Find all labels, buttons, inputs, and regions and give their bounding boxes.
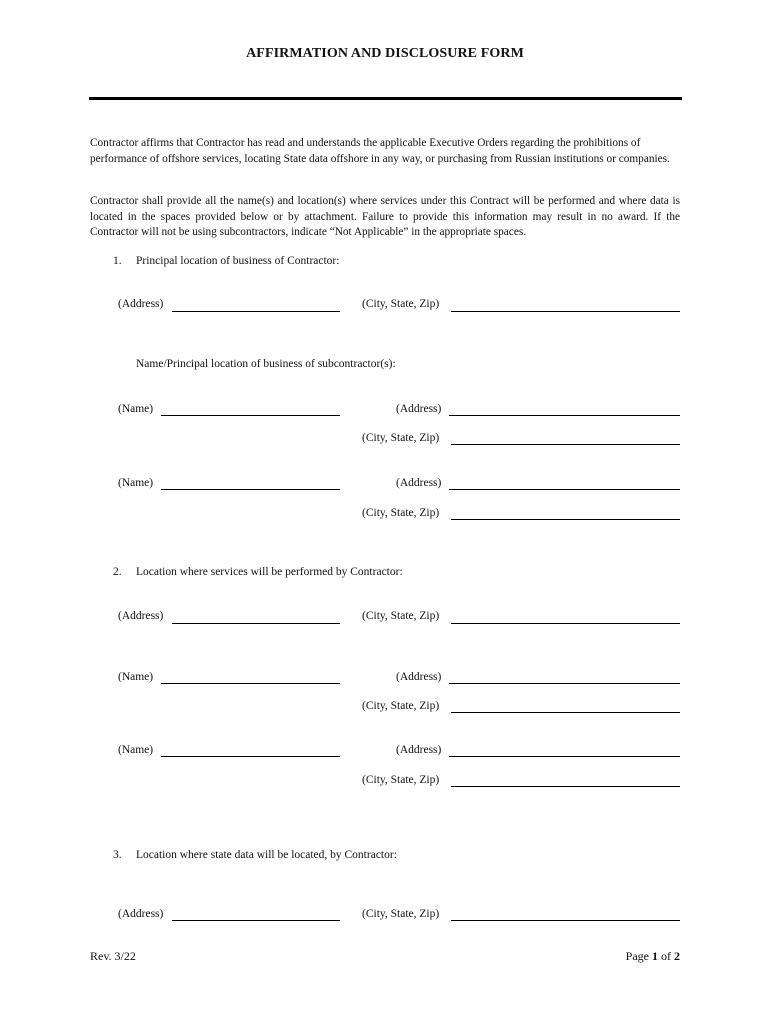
intro-paragraph-2: Contractor shall provide all the name(s) and location(s) where services under this Contract will be performed and where data is located in the spaces provided below or by attachment. Failure to provide this information may result in no award. If the Contractor will not be using subcontractors, indicate “Not Applicable” in the appropriate spaces. <box>90 195 680 238</box>
s3-address-field[interactable] <box>172 920 340 921</box>
section-1-number: 1. <box>113 255 122 267</box>
s2-loc2-name-label: (Name) <box>118 744 154 756</box>
s2-loc1-address-label: (Address) <box>396 671 442 683</box>
sub1-name-field[interactable] <box>161 415 340 416</box>
sub1-city-label: (City, State, Zip) <box>362 432 440 444</box>
sub2-city-field[interactable] <box>451 519 680 520</box>
sub2-city-label: (City, State, Zip) <box>362 507 440 519</box>
s3-city-label: (City, State, Zip) <box>362 908 440 920</box>
s2-address-field[interactable] <box>172 623 340 624</box>
sub1-address-field[interactable] <box>449 415 680 416</box>
s2-loc2-city-field[interactable] <box>451 786 680 787</box>
s2-loc1-name-field[interactable] <box>161 683 340 684</box>
page-number <box>626 949 680 964</box>
page-prefix: Page <box>625 949 652 963</box>
s1-address-label: (Address) <box>118 298 164 310</box>
page-of: of <box>658 949 674 963</box>
page-current: 1 <box>652 949 658 963</box>
s1-city-label: (City, State, Zip) <box>362 298 440 310</box>
s2-loc2-city-label: (City, State, Zip) <box>362 774 440 786</box>
section-1-heading: Principal location of business of Contractor: <box>136 255 340 267</box>
sub1-address-label: (Address) <box>396 403 442 415</box>
s2-loc1-name-label: (Name) <box>118 671 154 683</box>
intro-paragraph-1: Contractor affirms that Contractor has read and understands the applicable Executive Orders regarding the prohibitions of performance of offshore services, locating State data offshore in any way, or purchasing from Russian institutions or companies. <box>90 137 670 165</box>
s2-loc2-address-field[interactable] <box>449 756 680 757</box>
s2-loc2-name-field[interactable] <box>161 756 340 757</box>
sub1-city-field[interactable] <box>451 444 680 445</box>
s3-address-label: (Address) <box>118 908 164 920</box>
s2-loc1-city-field[interactable] <box>451 712 680 713</box>
section-3-number: 3. <box>113 849 122 861</box>
section-2-number: 2. <box>113 566 122 578</box>
s2-loc2-address-label: (Address) <box>396 744 442 756</box>
s2-city-label: (City, State, Zip) <box>362 610 440 622</box>
form-title: AFFIRMATION AND DISCLOSURE FORM <box>246 46 524 61</box>
s1-city-field[interactable] <box>451 311 680 312</box>
revision-label: Rev. 3/22 <box>90 949 136 963</box>
title-divider <box>89 97 682 100</box>
s2-city-field[interactable] <box>451 623 680 624</box>
sub2-name-label: (Name) <box>118 477 154 489</box>
s2-address-label: (Address) <box>118 610 164 622</box>
s2-loc1-address-field[interactable] <box>449 683 680 684</box>
sub2-address-label: (Address) <box>396 477 442 489</box>
sub2-name-field[interactable] <box>161 489 340 490</box>
subcontractor-heading: Name/Principal location of business of subcontractor(s): <box>136 358 396 370</box>
section-2-heading: Location where services will be performed by Contractor: <box>136 566 403 578</box>
section-3-heading: Location where state data will be located, by Contractor: <box>136 849 397 861</box>
s2-loc1-city-label: (City, State, Zip) <box>362 700 440 712</box>
sub1-name-label: (Name) <box>118 403 154 415</box>
page-total: 2 <box>674 949 680 963</box>
s3-city-field[interactable] <box>451 920 680 921</box>
s1-address-field[interactable] <box>172 311 340 312</box>
sub2-address-field[interactable] <box>449 489 680 490</box>
